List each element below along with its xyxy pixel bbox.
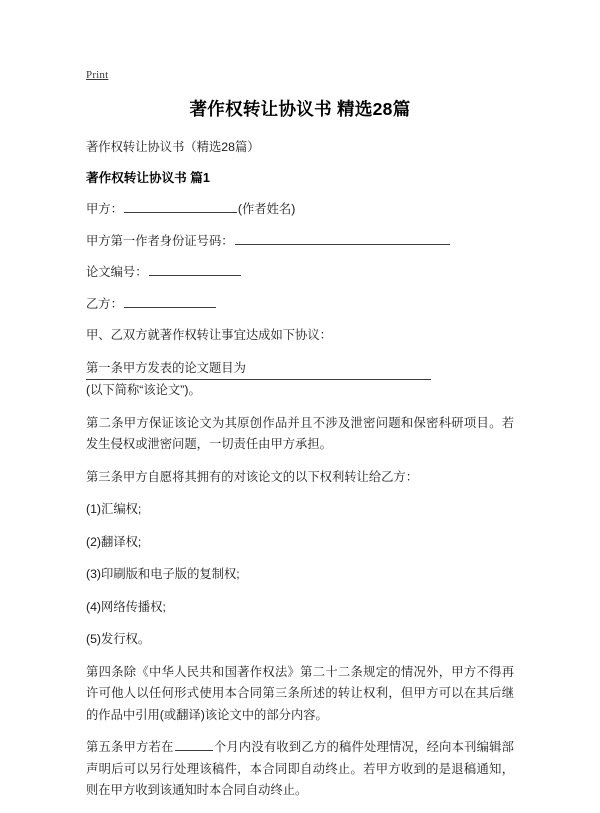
- clause-two: 第二条甲方保证该论文为其原创作品并且不涉及泄密问题和保密科研项目。若发生侵权或泄密问题，一切责任由甲方承担。: [86, 415, 514, 451]
- section-heading: 著作权转让协议书 篇1: [86, 171, 210, 185]
- field-label-party-b: 乙方：: [86, 296, 123, 311]
- list-item: (2)翻译权;: [86, 534, 142, 549]
- clause-three: 第三条甲方自愿将其拥有的对该论文的以下权利转让给乙方：: [86, 469, 419, 484]
- field-label-id-number: 甲方第一作者身份证号码：: [86, 233, 234, 248]
- document-body: [86, 96, 514, 813]
- field-blank-paper-number[interactable]: [149, 262, 241, 276]
- field-blank-id-number[interactable]: [235, 231, 450, 245]
- list-item: (3)印刷版和电子版的复制权;: [86, 567, 240, 581]
- list-item: (5)发行权。: [86, 632, 151, 646]
- intro-paragraph: 甲、乙双方就著作权转让事宜达成如下协议：: [86, 328, 332, 342]
- clause-five: [86, 737, 514, 802]
- print-link[interactable]: Print: [86, 69, 109, 81]
- document-subtitle: 著作权转让协议书（精选28篇）: [86, 140, 260, 154]
- field-blank-party-b[interactable]: [124, 294, 216, 308]
- clause-one-head: 第一条甲方发表的论文题目为: [86, 360, 246, 375]
- clause-five-head: 第五条甲方若在: [86, 740, 174, 754]
- clause-four: 第四条除《中华人民共和国著作权法》第二十二条规定的情况外，甲方不得再许可他人以任何形式使用本合同第三条所述的转让权利，但甲方可以在其后继的作品中引用(或翻译)该论文中的部分内容。: [86, 664, 514, 722]
- field-label-party-a: 甲方：: [86, 202, 123, 216]
- clause-one-tail: (以下简称“该论文”)。: [86, 383, 201, 397]
- clause-one: [86, 358, 514, 402]
- list-item: (1)汇编权;: [86, 502, 142, 516]
- field-row-party-a: [86, 199, 514, 221]
- clause-one-blank-row: [86, 379, 514, 380]
- clause-one-blank[interactable]: [86, 379, 431, 380]
- field-blank-party-a[interactable]: [124, 199, 237, 213]
- field-row-party-b: [86, 294, 514, 316]
- page-title: 著作权转让协议书 精选28篇: [189, 99, 411, 119]
- field-row-paper-number: [86, 262, 514, 284]
- field-suffix-party-a: (作者姓名): [237, 202, 296, 216]
- clause-five-tail: 个月内没有收到乙方的稿件处理情况，经向本刊编辑部声明后可以另行处理该稿件，本合同即自动终止。若甲方收到的是退稿通知，则在甲方收到该通知时本合同自动终止。: [86, 740, 514, 797]
- field-label-paper-number: 论文编号：: [86, 265, 148, 279]
- clause-five-blank[interactable]: [175, 737, 213, 751]
- list-item: (4)网络传播权;: [86, 599, 166, 614]
- field-row-id-number: [86, 231, 514, 253]
